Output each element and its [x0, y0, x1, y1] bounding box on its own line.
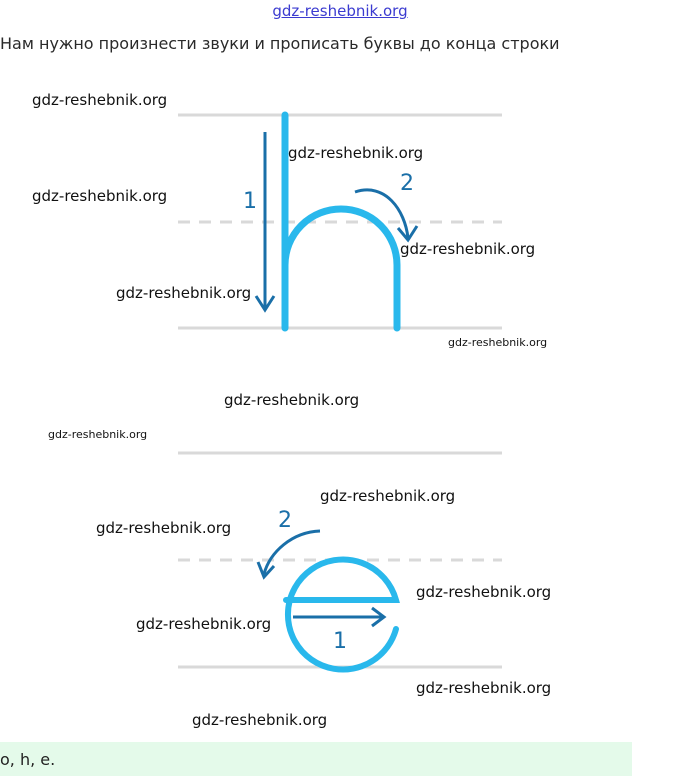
stroke-2-number: 2: [278, 508, 292, 533]
watermark: gdz-reshebnik.org: [320, 487, 456, 505]
watermark: gdz-reshebnik.org: [224, 391, 360, 409]
site-link[interactable]: gdz-reshebnik.org: [272, 2, 408, 20]
stroke-1-number: 1: [243, 189, 257, 214]
answer-text: o, h, e.: [0, 750, 56, 769]
watermark: gdz-reshebnik.org: [32, 187, 168, 205]
watermark: gdz-reshebnik.org: [136, 615, 272, 633]
watermark: gdz-reshebnik.org: [416, 679, 552, 697]
watermark: gdz-reshebnik.org: [48, 428, 148, 441]
watermark: gdz-reshebnik.org: [416, 583, 552, 601]
stroke-1-number: 1: [333, 629, 347, 654]
stroke-1-arrow: [293, 608, 384, 626]
instruction-text: Нам нужно произнести звуки и прописать буквы до конца строки: [0, 34, 560, 53]
watermark: gdz-reshebnik.org: [32, 91, 168, 109]
letter-e-diagram: [0, 440, 680, 700]
watermark: gdz-reshebnik.org: [448, 336, 548, 349]
stroke-2-number: 2: [400, 171, 414, 196]
answer-box: [0, 742, 632, 776]
watermark: gdz-reshebnik.org: [192, 711, 328, 729]
watermark: gdz-reshebnik.org: [400, 240, 536, 258]
watermark: gdz-reshebnik.org: [288, 144, 424, 162]
watermark: gdz-reshebnik.org: [96, 519, 232, 537]
watermark: gdz-reshebnik.org: [116, 284, 252, 302]
